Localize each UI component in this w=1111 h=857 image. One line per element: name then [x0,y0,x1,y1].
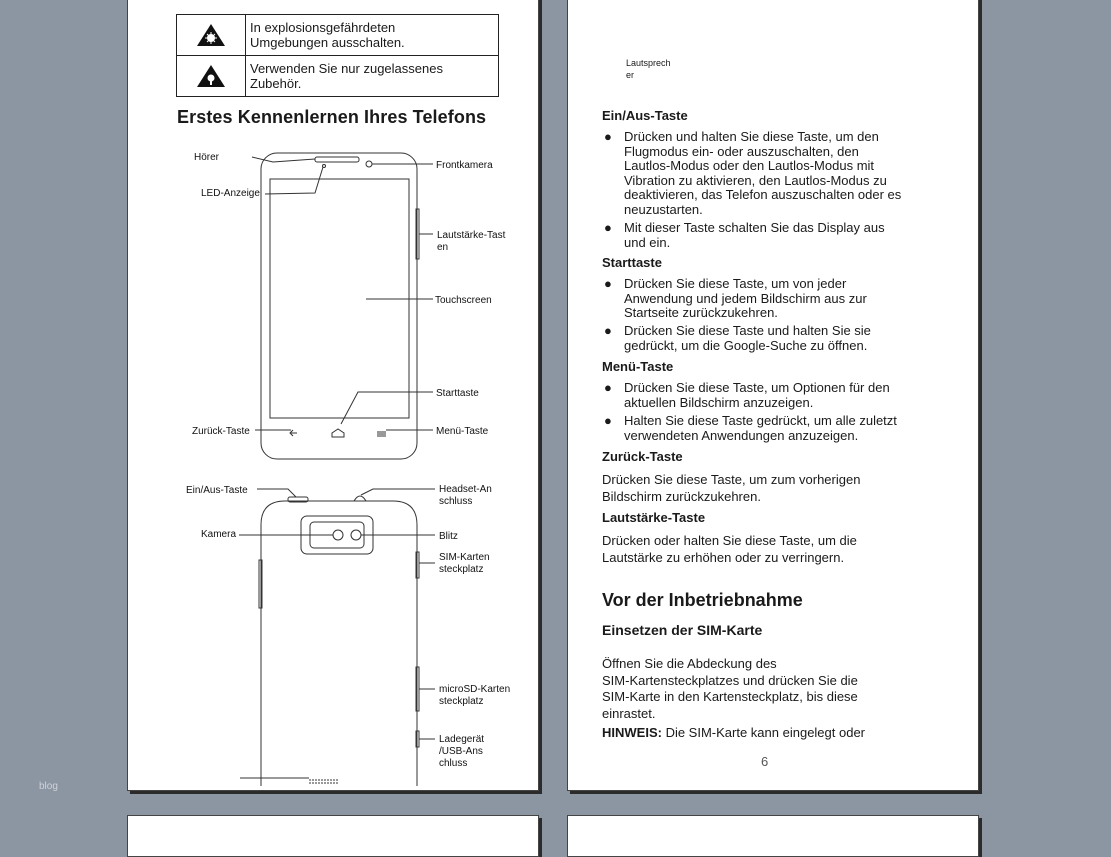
manual-page-next-right [567,815,979,857]
label-lautstaerke: Lautstärke-Tast en [437,230,506,253]
paragraph: Drücken Sie diese Taste, um zum vorherigen Bildschirm zurückzukehren. [602,472,861,504]
label-frontkamera: Frontkamera [436,160,493,171]
label-starttaste: Starttaste [436,388,479,399]
front-camera [366,161,372,167]
headset-jack [354,496,366,501]
manual-page-right [567,0,979,791]
label-headset: Headset-An schluss [439,484,492,507]
heading-lautstaerke: Lautstärke-Taste [602,510,706,525]
list-item: ● Drücken Sie diese Taste und halten Sie sie gedrückt, um die Google-Suche zu öffnen. [604,323,871,353]
heading-zurueck: Zurück-Taste [602,449,683,464]
manual-page-next-left [127,815,539,857]
paragraph: Drücken oder halten Sie diese Taste, um die Lautstärke zu erhöhen oder zu verringern. [602,533,857,565]
menu-key [377,432,386,436]
label-sim: SIM-Karten steckplatz [439,552,490,575]
heading-einaus: Ein/Aus-Taste [602,108,688,123]
list-item: ● Drücken Sie diese Taste, um von jeder Anwendung und jedem Bildschirm aus zur Startseite zurückzukehren. [604,276,867,320]
label-zurueck: Zurück-Taste [192,426,250,437]
safety-text: Zubehör. [250,76,302,91]
manual-page-left [127,0,539,791]
safety-text: Verwenden Sie nur zugelassenes [250,61,443,76]
safety-text: Umgebungen ausschalten. [250,35,405,50]
label-ladegeraet: Ladegerät /USB-Ans chluss [439,734,485,769]
speaker-label: Lautsprech er [626,58,671,80]
label-kamera: Kamera [201,529,237,540]
note: HINWEIS: Die SIM-Karte kann eingelegt oder [602,725,866,740]
list-item: ● Drücken Sie diese Taste, um Optionen für den aktuellen Bildschirm anzuzeigen. [604,380,890,410]
heading-starttaste: Starttaste [602,255,662,270]
home-key [332,429,344,437]
back-key [290,430,297,436]
earpiece [315,157,359,162]
heading-menu: Menü-Taste [602,359,674,374]
label-menue: Menü-Taste [436,426,489,437]
label-touchscreen: Touchscreen [435,295,492,306]
label-hoerer: Hörer [194,152,220,163]
flash [351,530,361,540]
speaker-grille [309,780,339,783]
list-item: ● Halten Sie diese Taste gedrückt, um alle zuletzt verwendeten Anwendungen anzuzeigen. [604,413,897,443]
phone-back-body [261,501,417,786]
safety-text: In explosionsgefährdeten [250,20,396,35]
section-heading: Erstes Kennenlernen Ihres Telefons [177,107,487,127]
page-number: 6 [761,754,769,769]
paragraph: Öffnen Sie die Abdeckung des SIM-Kartensteckplatzes und drücken Sie die SIM-Karte in den Kartensteckplatz, bis diese einrastet. [602,656,858,721]
phone-front-body [261,153,417,459]
watermark: blog [39,781,58,792]
label-einaus: Ein/Aus-Taste [186,485,248,496]
label-blitz: Blitz [439,531,458,542]
label-microsd: microSD-Karten steckplatz [439,684,511,707]
camera-lens [333,530,343,540]
subsection-title: Einsetzen der SIM-Karte [602,622,763,638]
list-item: ● Drücken und halten Sie diese Taste, um den Flugmodus ein- oder auszuschalten, den Lautlos-Modus oder den Lautlos-Modus mit Vibration zu aktivieren, den Lautlos-Modus zu deaktivieren, das Telefon auszuschalten oder es neuzustarten. [604,129,902,217]
label-led: LED-Anzeige [201,188,260,199]
list-item: ● Mit dieser Taste schalten Sie das Display aus und ein. [604,220,885,250]
section-title: Vor der Inbetriebnahme [602,590,803,610]
